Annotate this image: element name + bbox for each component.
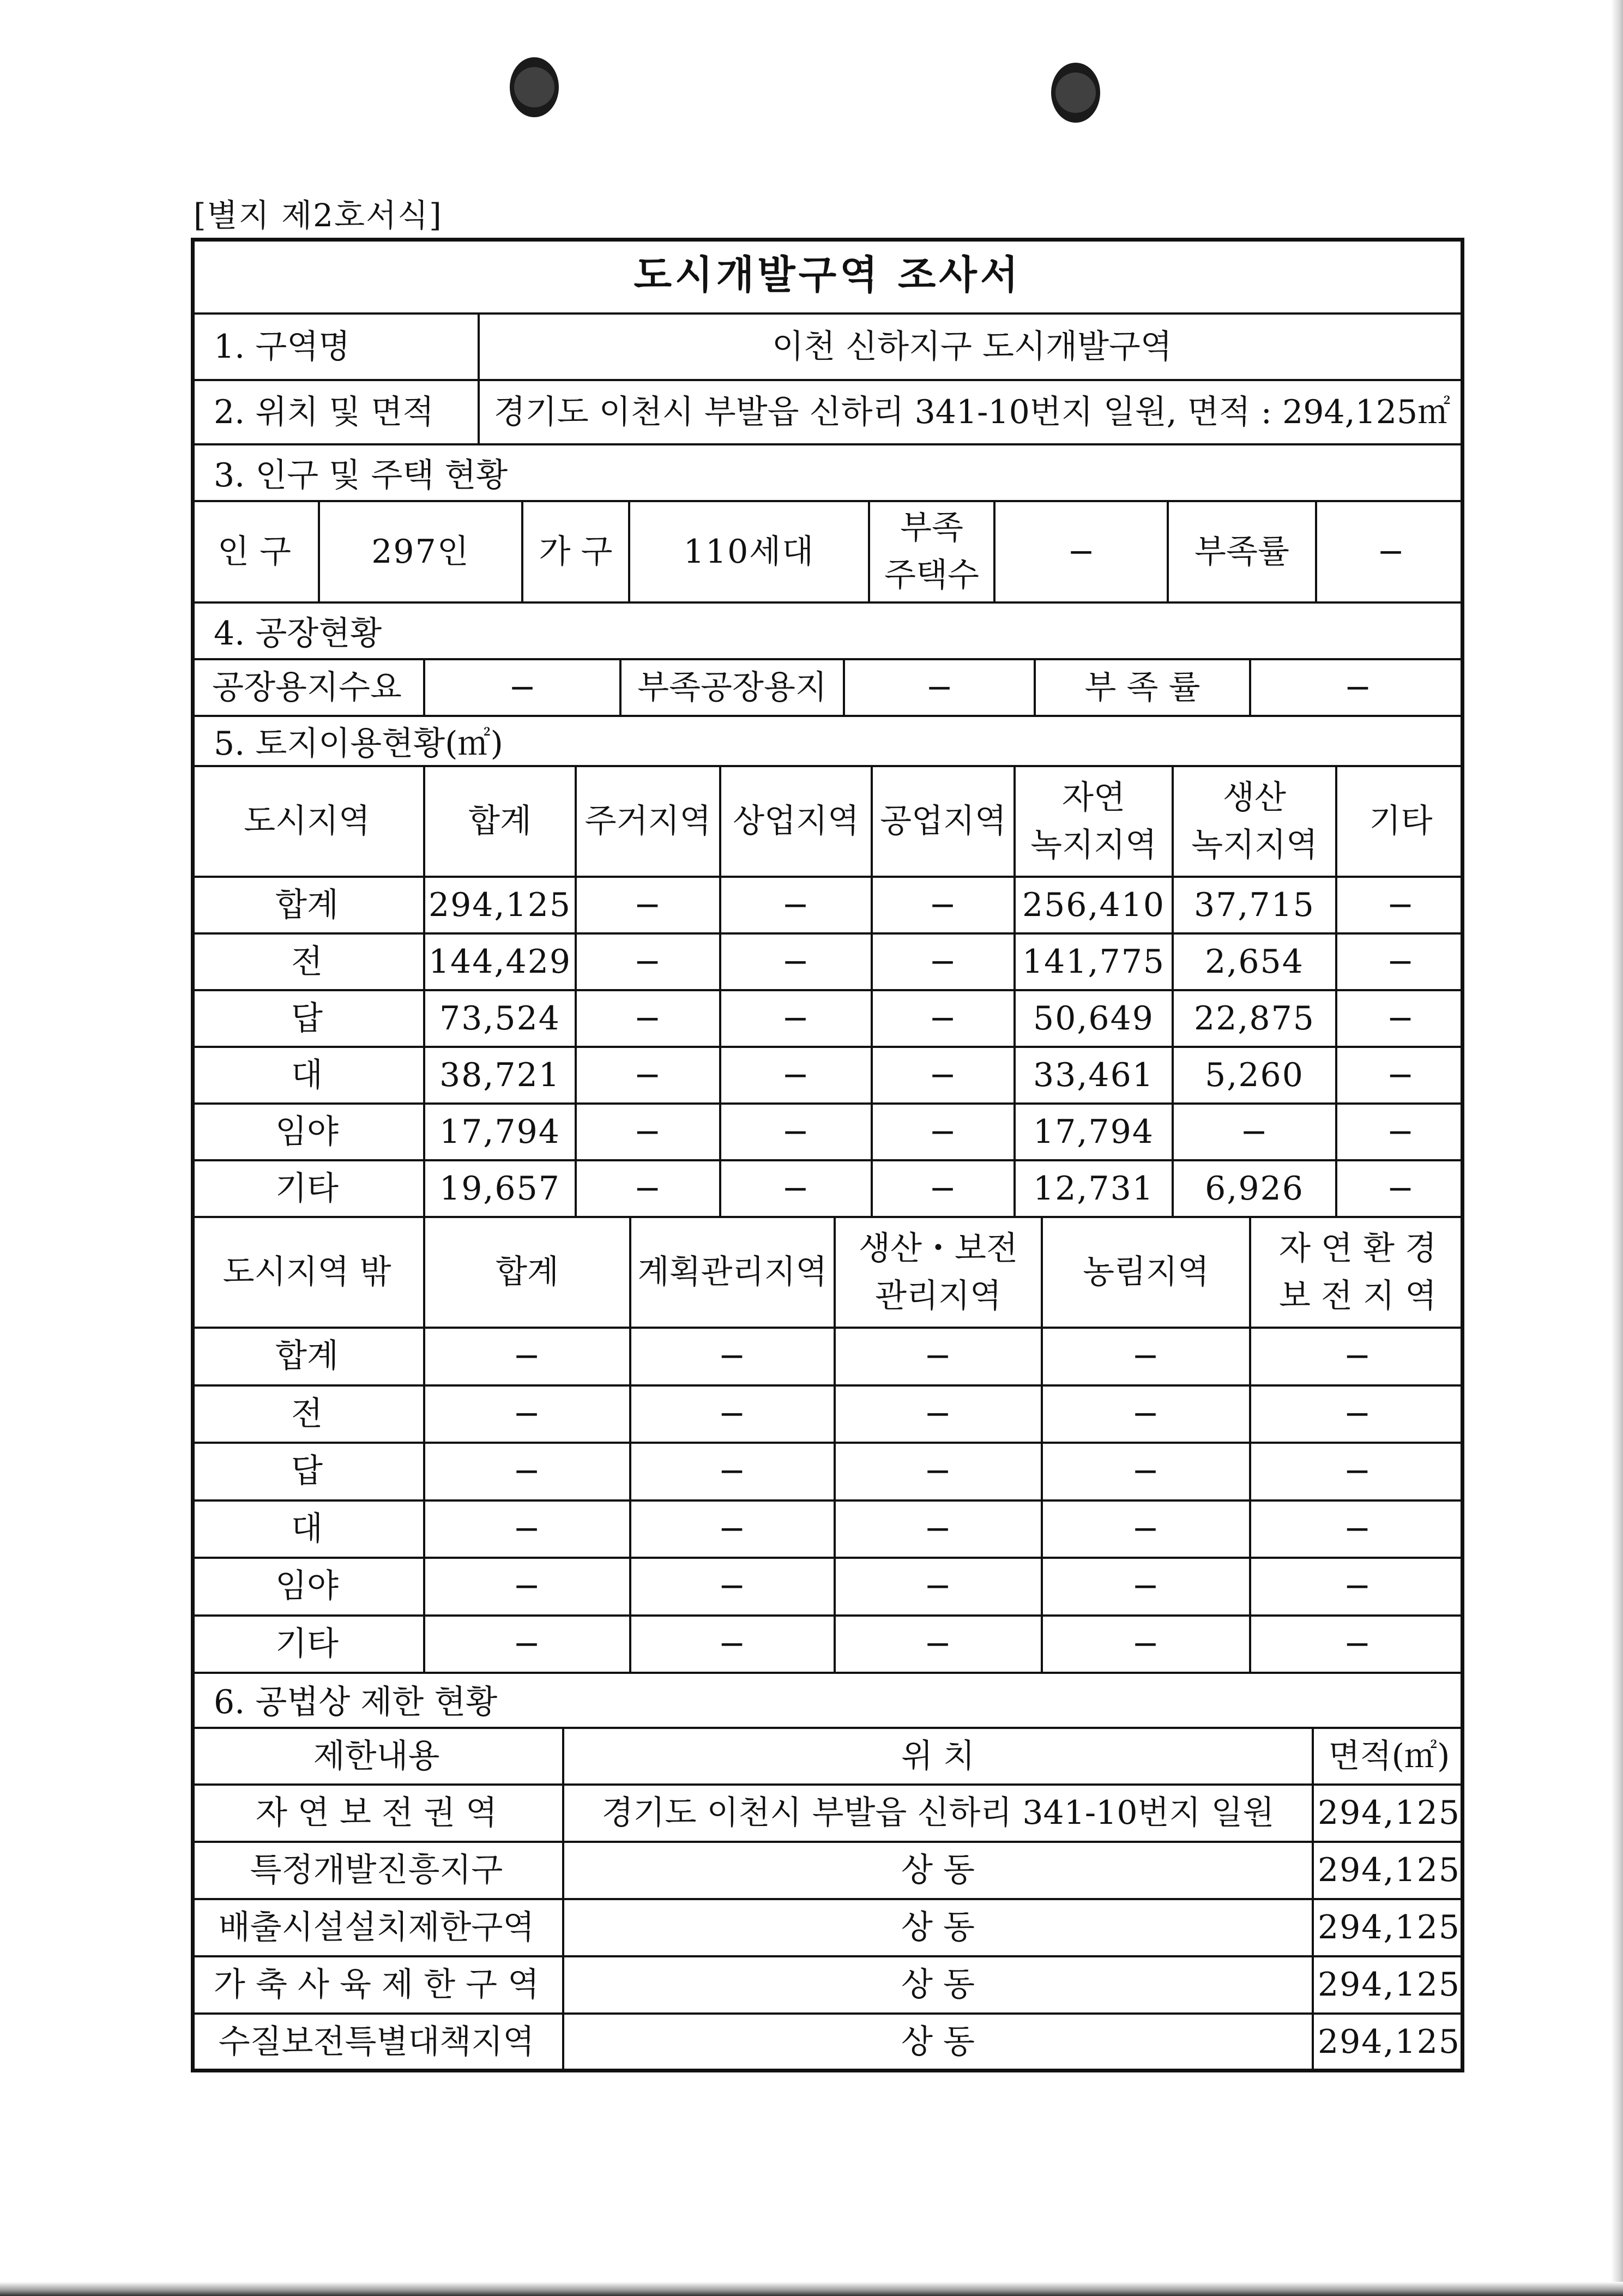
- urban-table-cell: −: [873, 935, 1016, 989]
- urban-table-cell: 6,926: [1174, 1161, 1337, 1216]
- restrictions-table-header-cell: 위 치: [564, 1729, 1314, 1783]
- urban-table-cell: −: [577, 935, 721, 989]
- urban-table-header-cell-line1: 생산: [1223, 778, 1286, 817]
- title-row: [191, 238, 1464, 315]
- nonurban-table-row: [191, 1559, 1464, 1617]
- restrictions-table-cell: 경기도 이천시 부발읍 신하리 341-10번지 일원: [564, 1786, 1314, 1841]
- nonurban-table-row-label: 기타: [191, 1617, 425, 1672]
- nonurban-table-header-row: [191, 1218, 1464, 1329]
- urban-table-cell: −: [577, 1048, 721, 1102]
- urban-table-cell: 50,649: [1016, 991, 1174, 1046]
- section-1-row: [191, 315, 1464, 381]
- urban-table-header-cell: [1016, 767, 1174, 876]
- urban-table-header-cell: 합계: [425, 767, 577, 876]
- urban-table-row-label: 기타: [191, 1161, 425, 1216]
- population-label: 인 구: [191, 502, 320, 601]
- shortage-rate-label: 부족률: [1169, 502, 1317, 601]
- population-housing-row: [191, 502, 1464, 604]
- urban-table-cell: 12,731: [1016, 1161, 1174, 1216]
- urban-table-cell: −: [721, 1105, 873, 1159]
- restrictions-table-row: [191, 1786, 1464, 1843]
- urban-table-row: [191, 991, 1464, 1048]
- restrictions-table-cell: 상 동: [564, 1900, 1314, 1955]
- nonurban-table-header-cell: [836, 1218, 1043, 1327]
- nonurban-table-cell: −: [1043, 1502, 1251, 1557]
- factory-row: [191, 660, 1464, 717]
- nonurban-table-header-cell: [1251, 1218, 1464, 1327]
- restrictions-table-row: [191, 2015, 1464, 2072]
- nonurban-table-cell: −: [631, 1502, 836, 1557]
- shortage-houses-label-line2: 주택수: [884, 556, 979, 594]
- nonurban-table-cell: −: [631, 1329, 836, 1384]
- factory-rate-value: −: [1344, 668, 1372, 707]
- nonurban-table-header-cell: 도시지역 밖: [191, 1218, 425, 1327]
- nonurban-table-cell: −: [425, 1444, 631, 1499]
- restrictions-table-cell: 294,125: [1317, 1851, 1461, 1889]
- section-6-label: 6. 공법상 제한 현황: [214, 1683, 498, 1721]
- urban-table-cell: −: [1386, 1169, 1415, 1208]
- page-edge-shadow: [1611, 0, 1623, 2296]
- urban-table-row: [191, 1161, 1464, 1218]
- urban-table-cell: 17,794: [425, 1105, 577, 1159]
- urban-table-row-label: 대: [191, 1048, 425, 1102]
- nonurban-table-cell: −: [425, 1559, 631, 1614]
- nonurban-table-cell: −: [1043, 1387, 1251, 1442]
- nonurban-table-row: [191, 1617, 1464, 1674]
- punch-hole-right: [1051, 63, 1100, 123]
- section-5-header: [191, 717, 1464, 767]
- location-area-value: 경기도 이천시 부발읍 신하리 341-10번지 일원, 면적 : 294,125㎡: [493, 393, 1451, 431]
- form-number-label: [별지 제2호서식]: [194, 197, 443, 234]
- urban-table-cell: −: [873, 991, 1016, 1046]
- nonurban-table-header-cell: 농림지역: [1043, 1218, 1251, 1327]
- urban-table-cell: −: [1386, 885, 1415, 924]
- shortage-houses-label: [870, 502, 995, 601]
- nonurban-table-row-label: 임야: [191, 1559, 425, 1614]
- restrictions-table-cell: 294,125: [1317, 1794, 1461, 1832]
- nonurban-table-cell: −: [425, 1329, 631, 1384]
- restrictions-table-row: [191, 1843, 1464, 1900]
- urban-table-row: [191, 1048, 1464, 1105]
- factory-demand-value: −: [425, 660, 622, 715]
- restrictions-table-cell: 상 동: [564, 1843, 1314, 1898]
- nonurban-table-cell: −: [836, 1387, 1043, 1442]
- urban-table-cell: 144,429: [425, 935, 577, 989]
- nonurban-table-cell: −: [631, 1444, 836, 1499]
- nonurban-table-cell: −: [836, 1444, 1043, 1499]
- urban-table-cell: −: [577, 991, 721, 1046]
- restrictions-table-header-cell: 제한내용: [191, 1729, 564, 1783]
- urban-table-cell: 37,715: [1174, 878, 1337, 932]
- restrictions-table-row-label: 배출시설설치제한구역: [191, 1900, 564, 1955]
- nonurban-table-cell: −: [836, 1617, 1043, 1672]
- restrictions-table-cell: 294,125: [1317, 2023, 1461, 2061]
- households-label: 가 구: [523, 502, 630, 601]
- restrictions-table-row-label: 자 연 보 전 권 역: [191, 1786, 564, 1841]
- restrictions-table-cell: 상 동: [564, 2015, 1314, 2070]
- urban-table-cell: −: [1174, 1105, 1337, 1159]
- nonurban-table-row: [191, 1444, 1464, 1502]
- nonurban-table-cell: −: [631, 1559, 836, 1614]
- nonurban-table-cell: −: [1343, 1624, 1372, 1663]
- urban-table-cell: 2,654: [1174, 935, 1337, 989]
- urban-table-row: [191, 935, 1464, 991]
- restrictions-table-header-row: [191, 1729, 1464, 1786]
- urban-table-header-cell: 상업지역: [721, 767, 873, 876]
- factory-demand-label: 공장용지수요: [191, 660, 425, 715]
- urban-table-row-label: 합계: [191, 878, 425, 932]
- nonurban-table-header-cell-line1: 생산・보전: [859, 1229, 1018, 1268]
- nonurban-table-cell: −: [1343, 1337, 1372, 1376]
- urban-table-cell: −: [577, 1105, 721, 1159]
- urban-table-header-cell: 공업지역: [873, 767, 1016, 876]
- nonurban-table-row-label: 대: [191, 1502, 425, 1557]
- urban-table-cell: −: [721, 991, 873, 1046]
- restrictions-table-cell: 294,125: [1317, 1908, 1461, 1947]
- nonurban-table-cell: −: [836, 1502, 1043, 1557]
- urban-table-cell: −: [873, 878, 1016, 932]
- nonurban-table-cell: −: [631, 1387, 836, 1442]
- nonurban-table-row: [191, 1502, 1464, 1559]
- urban-table-header-cell: 도시지역: [191, 767, 425, 876]
- households-value: 110세대: [630, 502, 870, 601]
- factory-rate-label: 부 족 률: [1036, 660, 1251, 715]
- urban-table-cell: −: [721, 1048, 873, 1102]
- nonurban-table-cell: −: [1343, 1567, 1372, 1606]
- urban-table-cell: −: [721, 878, 873, 932]
- restrictions-table-cell: 294,125: [1317, 1966, 1461, 2004]
- urban-table-cell: 256,410: [1016, 878, 1174, 932]
- nonurban-table-cell: −: [836, 1559, 1043, 1614]
- nonurban-table-row: [191, 1387, 1464, 1444]
- nonurban-table-row-label: 답: [191, 1444, 425, 1499]
- section-3-label: 3. 인구 및 주택 현황: [214, 456, 508, 495]
- section-6-header: [191, 1672, 1464, 1729]
- nonurban-table-header-cell: 합계: [425, 1218, 631, 1327]
- restrictions-table-row: [191, 1900, 1464, 1957]
- urban-table-cell: 19,657: [425, 1161, 577, 1216]
- restrictions-table-row-label: 수질보전특별대책지역: [191, 2015, 564, 2070]
- section-4-label: 4. 공장현황: [214, 614, 382, 653]
- urban-table-cell: 73,524: [425, 991, 577, 1046]
- page-bottom-edge: [0, 2282, 1623, 2296]
- district-name-label: 1. 구역명: [191, 315, 480, 379]
- factory-shortage-value: −: [845, 660, 1036, 715]
- nonurban-table-cell: −: [425, 1387, 631, 1442]
- nonurban-table-row-label: 합계: [191, 1329, 425, 1384]
- nonurban-table-header-cell: 계획관리지역: [631, 1218, 836, 1327]
- urban-table-cell: −: [873, 1048, 1016, 1102]
- urban-table-cell: −: [1386, 999, 1415, 1038]
- restrictions-table-row-label: 가 축 사 육 제 한 구 역: [191, 1957, 564, 2012]
- punch-hole-left: [510, 57, 559, 117]
- urban-table-cell: −: [577, 1161, 721, 1216]
- nonurban-table-cell: −: [1043, 1617, 1251, 1672]
- urban-table-header-cell-line1: 자연: [1062, 778, 1125, 817]
- population-value: 297인: [320, 502, 523, 601]
- urban-table-cell: −: [1386, 942, 1415, 981]
- urban-table-row: [191, 1105, 1464, 1161]
- section-5-label: 5. 토지이용현황(㎡): [214, 725, 503, 763]
- nonurban-table-cell: −: [425, 1617, 631, 1672]
- document-title: 도시개발구역 조사서: [633, 251, 1022, 298]
- nonurban-table-cell: −: [631, 1617, 836, 1672]
- urban-table-cell: −: [873, 1105, 1016, 1159]
- shortage-rate-value: −: [1377, 532, 1405, 571]
- nonurban-table-cell: −: [1043, 1559, 1251, 1614]
- nonurban-table-cell: −: [1043, 1329, 1251, 1384]
- nonurban-table-cell: −: [1343, 1394, 1372, 1433]
- nonurban-table-cell: −: [1343, 1452, 1372, 1491]
- section-4-header: [191, 604, 1464, 660]
- urban-table-row-label: 답: [191, 991, 425, 1046]
- nonurban-table-cell: −: [425, 1502, 631, 1557]
- urban-table-cell: 33,461: [1016, 1048, 1174, 1102]
- urban-table-header-cell-line2: 녹지지역: [1030, 825, 1157, 864]
- urban-table-row: [191, 878, 1464, 935]
- nonurban-table-header-cell-line2: 보 전 지 역: [1278, 1276, 1437, 1315]
- urban-table-cell: −: [873, 1161, 1016, 1216]
- nonurban-table-cell: −: [836, 1329, 1043, 1384]
- urban-table-cell: 141,775: [1016, 935, 1174, 989]
- nonurban-table-row-label: 전: [191, 1387, 425, 1442]
- urban-table-cell: 38,721: [425, 1048, 577, 1102]
- restrictions-table-row-label: 특정개발진흥지구: [191, 1843, 564, 1898]
- section-3-header: [191, 445, 1464, 502]
- urban-table-cell: 17,794: [1016, 1105, 1174, 1159]
- nonurban-table-cell: −: [1343, 1509, 1372, 1548]
- factory-shortage-label: 부족공장용지: [622, 660, 845, 715]
- urban-table-header-cell: 주거지역: [577, 767, 721, 876]
- nonurban-table-header-cell-line2: 관리지역: [875, 1276, 1001, 1315]
- urban-table-cell: −: [1386, 1112, 1415, 1151]
- urban-table-header-cell: [1174, 767, 1337, 876]
- urban-table-cell: 5,260: [1174, 1048, 1337, 1102]
- urban-table-cell: 294,125: [425, 878, 577, 932]
- location-area-label: 2. 위치 및 면적: [191, 381, 480, 443]
- shortage-houses-label-line1: 부족: [900, 509, 963, 547]
- urban-table-cell: −: [1386, 1056, 1415, 1094]
- district-name-value: 이천 신하지구 도시개발구역: [772, 327, 1172, 366]
- nonurban-table-header-cell-line1: 자 연 환 경: [1278, 1229, 1437, 1268]
- urban-table-cell: −: [577, 878, 721, 932]
- urban-table-header-row: [191, 767, 1464, 878]
- urban-table-header-cell: 기타: [1369, 802, 1433, 840]
- restrictions-table-row: [191, 1957, 1464, 2015]
- urban-table-header-cell-line2: 녹지지역: [1191, 825, 1318, 864]
- nonurban-table-cell: −: [1043, 1444, 1251, 1499]
- urban-table-cell: −: [721, 935, 873, 989]
- urban-table-row-label: 임야: [191, 1105, 425, 1159]
- nonurban-table-row: [191, 1329, 1464, 1387]
- restrictions-table-cell: 상 동: [564, 1957, 1314, 2012]
- urban-table-row-label: 전: [191, 935, 425, 989]
- section-2-row: [191, 381, 1464, 445]
- urban-table-cell: 22,875: [1174, 991, 1337, 1046]
- shortage-houses-value: −: [995, 502, 1169, 601]
- urban-table-cell: −: [721, 1161, 873, 1216]
- restrictions-table-header-cell: 면적(㎡): [1328, 1737, 1450, 1775]
